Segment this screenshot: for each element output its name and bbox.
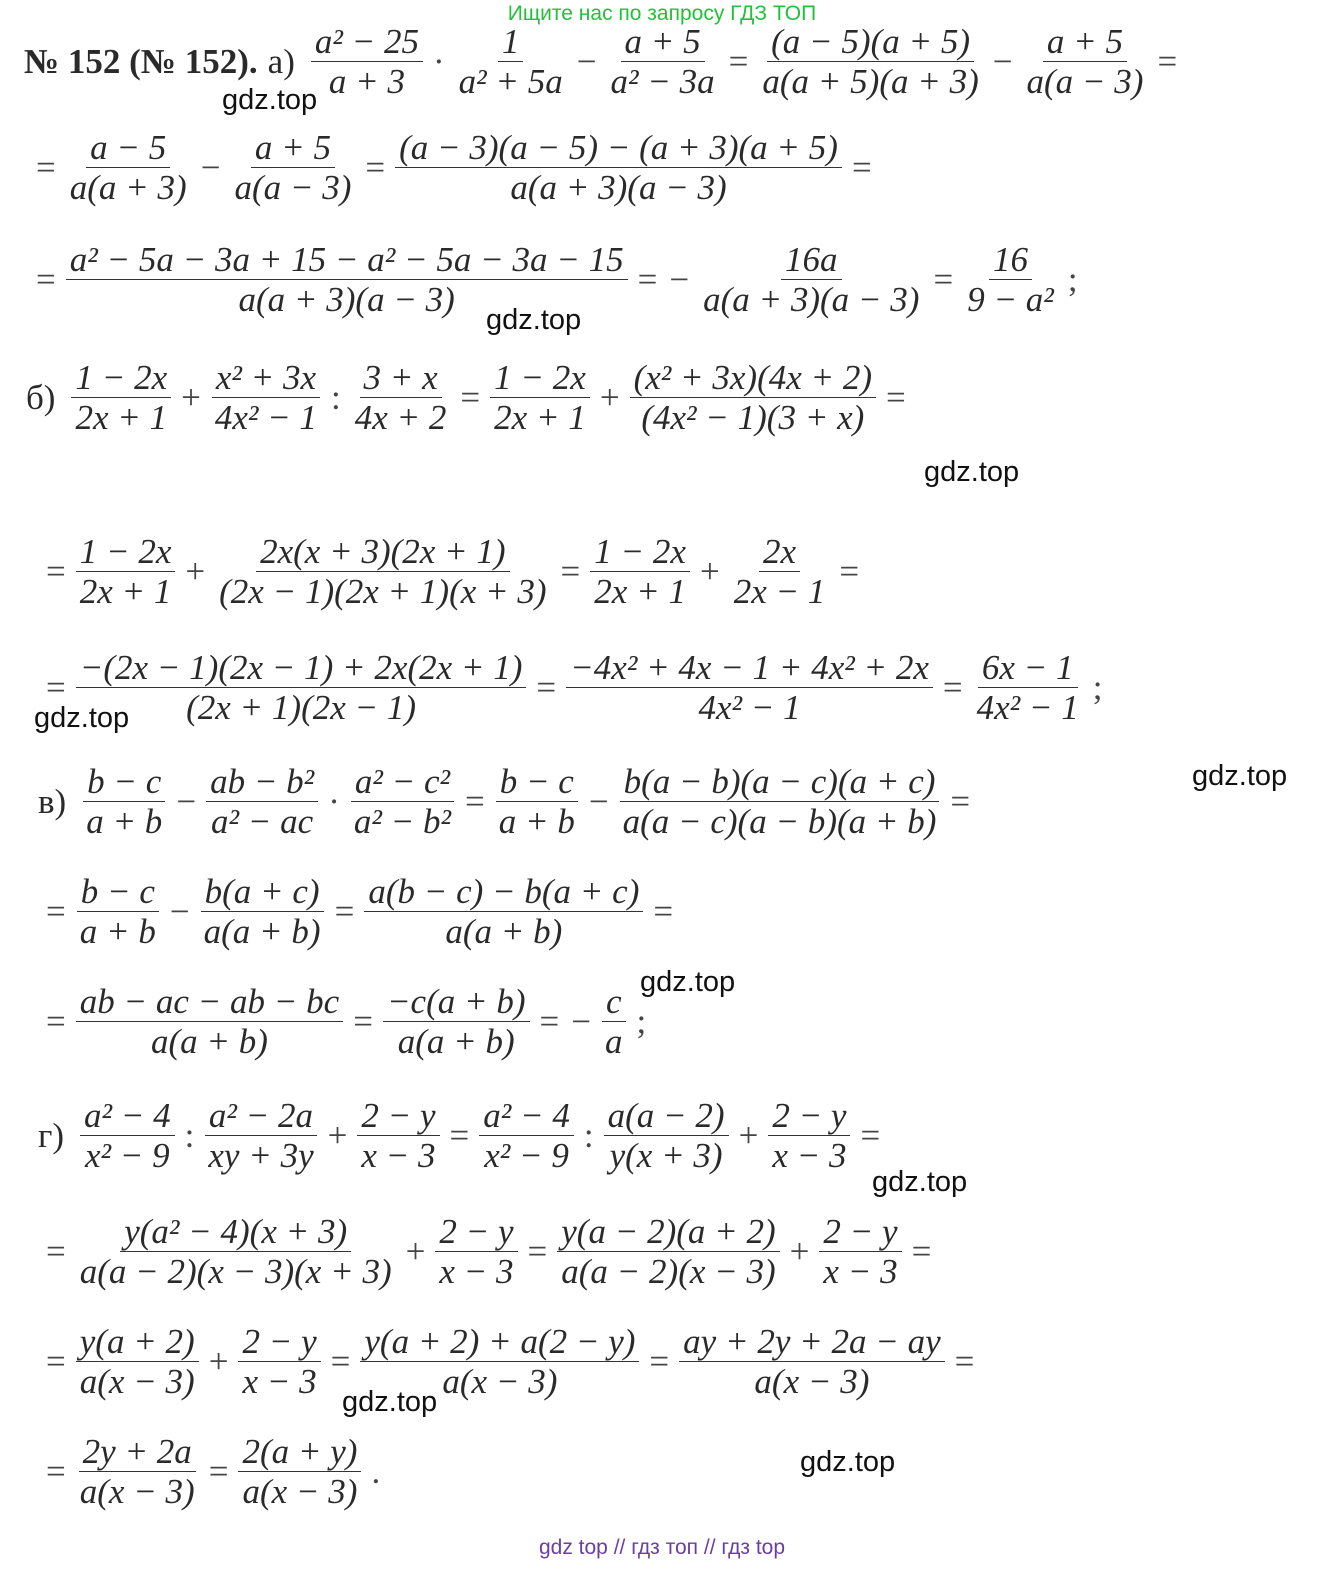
fraction xyxy=(973,648,1083,727)
denominator: a(a + b) xyxy=(203,912,321,952)
denominator: a² + 5a xyxy=(458,62,563,102)
denominator: a(a − 3) xyxy=(1026,62,1144,102)
operator: = xyxy=(954,1341,975,1381)
problem-title: № 152 (№ 152). xyxy=(24,41,258,81)
operator: = xyxy=(449,1115,470,1155)
numerator: a + 5 xyxy=(621,22,705,62)
numerator: ay + 2y + 2a − ay xyxy=(679,1322,944,1362)
fraction xyxy=(730,532,830,611)
fraction xyxy=(351,358,451,437)
numerator: a² − 4 xyxy=(80,1096,175,1136)
watermark: gdz.top xyxy=(342,1386,438,1418)
numerator: y(a + 2) + a(2 − y) xyxy=(360,1322,639,1362)
numerator: 1 − 2x xyxy=(590,532,690,572)
denominator: a(x − 3) xyxy=(442,1362,558,1402)
operator: + xyxy=(327,1115,348,1155)
numerator: a(b − c) − b(a + c) xyxy=(364,872,643,912)
fraction xyxy=(206,762,318,841)
operator: − xyxy=(576,41,597,81)
part-label-g: г) xyxy=(38,1115,65,1155)
watermark: gdz.top xyxy=(640,966,736,998)
denominator: x − 3 xyxy=(439,1252,514,1292)
fraction xyxy=(80,1096,175,1175)
denominator: a² − ac xyxy=(211,802,314,842)
operator: = xyxy=(637,259,658,299)
fraction xyxy=(66,128,191,207)
operator: . xyxy=(371,1451,381,1491)
denominator: a + b xyxy=(498,802,575,842)
numerator: a + 5 xyxy=(251,128,335,168)
operator: : xyxy=(184,1115,195,1155)
numerator: 6x − 1 xyxy=(978,648,1078,688)
numerator: y(a − 2)(a + 2) xyxy=(557,1212,779,1252)
numerator: a² − 25 xyxy=(311,22,423,62)
denominator: x² − 9 xyxy=(85,1136,170,1176)
fraction xyxy=(1023,22,1148,101)
numerator: 1 − 2x xyxy=(76,532,176,572)
part-b-line-2 xyxy=(40,532,865,611)
fraction xyxy=(204,1096,317,1175)
fraction xyxy=(82,762,166,841)
denominator: a(a + 3)(a − 3) xyxy=(510,168,727,208)
part-v-line-2 xyxy=(40,872,679,951)
denominator: a(a + 5)(a + 3) xyxy=(762,62,979,102)
operator: · xyxy=(432,41,445,81)
denominator: 2x + 1 xyxy=(75,398,168,438)
part-a-line-2 xyxy=(30,128,878,207)
operator: − xyxy=(169,891,190,931)
denominator: (4x² − 1)(3 + x) xyxy=(641,398,865,438)
denominator: x − 3 xyxy=(823,1252,898,1292)
operator: + xyxy=(208,1341,229,1381)
search-banner[interactable]: Ищите нас по запросу ГДЗ ТОП xyxy=(507,2,817,25)
numerator: 3 + x xyxy=(360,358,442,398)
numerator: 2x xyxy=(759,532,800,572)
fraction xyxy=(76,532,176,611)
fraction xyxy=(357,1096,439,1175)
operator: = xyxy=(653,891,674,931)
operator: = xyxy=(208,1451,229,1491)
denominator: a + 3 xyxy=(328,62,405,102)
denominator: a(x − 3) xyxy=(754,1362,870,1402)
denominator: a(a + b) xyxy=(151,1022,268,1062)
denominator: 4x² − 1 xyxy=(698,688,801,728)
operator: = xyxy=(334,891,355,931)
fraction xyxy=(604,1096,729,1175)
operator: = xyxy=(36,259,56,299)
operator: = xyxy=(46,551,66,591)
denominator: a(x − 3) xyxy=(79,1362,195,1402)
operator: = xyxy=(527,1231,548,1271)
operator: = xyxy=(365,147,386,187)
fraction xyxy=(395,128,842,207)
fraction xyxy=(76,648,527,727)
operator: = xyxy=(950,781,971,821)
numerator: a² − c² xyxy=(351,762,454,802)
fraction xyxy=(479,1096,574,1175)
fraction xyxy=(601,982,627,1061)
operator: = xyxy=(330,1341,351,1381)
part-label-b: б) xyxy=(26,377,56,417)
numerator: 2 − y xyxy=(435,1212,517,1252)
operator: = xyxy=(911,1231,932,1271)
fraction xyxy=(490,358,590,437)
numerator: y(a² − 4)(x + 3) xyxy=(120,1212,351,1252)
numerator: a − 5 xyxy=(86,128,170,168)
numerator: (a − 5)(a + 5) xyxy=(767,22,974,62)
denominator: a(a − 3) xyxy=(234,168,352,208)
numerator: a + 5 xyxy=(1043,22,1127,62)
numerator: 2y + 2a xyxy=(79,1432,196,1472)
numerator: b(a − b)(a − c)(a + c) xyxy=(620,762,940,802)
denominator: 2x − 1 xyxy=(733,572,826,612)
numerator: a² − 5a − 3a + 15 − a² − 5a − 3a − 15 xyxy=(66,240,628,280)
operator: = xyxy=(560,551,581,591)
fraction xyxy=(566,648,933,727)
operator: − xyxy=(588,781,609,821)
fraction xyxy=(455,22,567,101)
operator: : xyxy=(331,377,341,417)
denominator: 4x² − 1 xyxy=(214,398,318,438)
numerator: 1 xyxy=(498,22,524,62)
operator: + xyxy=(789,1231,810,1271)
denominator: a(a − 2)(x − 3) xyxy=(561,1252,776,1292)
numerator: ab − b² xyxy=(206,762,318,802)
numerator: 1 − 2x xyxy=(71,358,171,398)
fraction xyxy=(211,358,321,437)
fraction xyxy=(200,872,325,951)
fraction xyxy=(76,1322,199,1401)
operator: = xyxy=(860,1115,881,1155)
denominator: 2x + 1 xyxy=(594,572,686,612)
operator: = xyxy=(728,41,749,81)
operator: − xyxy=(992,41,1013,81)
operator: − xyxy=(571,1001,592,1041)
fraction xyxy=(819,1212,901,1291)
fraction xyxy=(311,22,423,101)
denominator: a(a + b) xyxy=(445,912,563,952)
numerator: y(a + 2) xyxy=(76,1322,199,1362)
numerator: x² + 3x xyxy=(212,358,320,398)
numerator: 2x(x + 3)(2x + 1) xyxy=(256,532,509,572)
operator: : xyxy=(583,1115,594,1155)
denominator: a + b xyxy=(79,912,156,952)
numerator: −(2x − 1)(2x − 1) + 2x(2x + 1) xyxy=(76,648,527,688)
operator: · xyxy=(328,781,340,821)
fraction xyxy=(76,1212,396,1291)
denominator: (2x − 1)(2x + 1)(x + 3) xyxy=(219,572,547,612)
fraction xyxy=(71,358,171,437)
operator: = xyxy=(46,667,66,707)
fraction xyxy=(76,982,343,1061)
denominator: a(x − 3) xyxy=(242,1472,358,1512)
numerator: a(a − 2) xyxy=(604,1096,729,1136)
denominator: a(a − c)(a − b)(a + b) xyxy=(622,802,937,842)
fraction xyxy=(607,22,719,101)
numerator: 16a xyxy=(781,240,842,280)
watermark: gdz.top xyxy=(800,1446,896,1478)
part-b-line-1 xyxy=(26,358,912,437)
operator: = xyxy=(46,891,66,931)
operator: − xyxy=(176,781,197,821)
numerator: (x² + 3x)(4x + 2) xyxy=(630,358,876,398)
operator: = xyxy=(536,667,557,707)
operator: = xyxy=(1157,41,1178,81)
operator: = xyxy=(933,259,954,299)
numerator: a² − 4 xyxy=(479,1096,574,1136)
denominator: a² − 3a xyxy=(610,62,715,102)
numerator: b − c xyxy=(83,762,165,802)
denominator: a(a + 3)(a − 3) xyxy=(238,280,455,320)
fraction xyxy=(230,128,355,207)
numerator: 16 xyxy=(989,240,1032,280)
fraction xyxy=(679,1322,944,1401)
numerator: b − c xyxy=(77,872,159,912)
numerator: 1 − 2x xyxy=(490,358,590,398)
operator: = xyxy=(851,147,872,187)
part-g-line-4 xyxy=(40,1432,386,1511)
fraction xyxy=(215,532,550,611)
operator: = xyxy=(942,667,963,707)
numerator: 2 − y xyxy=(238,1322,320,1362)
operator: = xyxy=(353,1001,373,1041)
operator: + xyxy=(699,551,720,591)
fraction xyxy=(619,762,941,841)
denominator: 9 − a² xyxy=(967,280,1054,320)
operator: − xyxy=(669,259,690,299)
watermark: gdz.top xyxy=(1192,760,1288,792)
numerator: c xyxy=(602,982,626,1022)
numerator: 2(a + y) xyxy=(238,1432,361,1472)
watermark: gdz.top xyxy=(222,84,318,116)
denominator: a(a + b) xyxy=(397,1022,515,1062)
operator: + xyxy=(405,1231,426,1271)
part-label-a: а) xyxy=(267,41,295,81)
numerator: a² − 2a xyxy=(205,1096,317,1136)
operator: ; xyxy=(636,1001,647,1041)
part-v-line-1 xyxy=(38,762,976,841)
operator: = xyxy=(46,1231,66,1271)
numerator: ab − ac − ab − bc xyxy=(76,982,343,1022)
operator: = xyxy=(539,1001,560,1041)
denominator: xy + 3y xyxy=(208,1136,314,1176)
denominator: a(x − 3) xyxy=(79,1472,195,1512)
operator: = xyxy=(886,377,906,417)
operator: + xyxy=(738,1115,759,1155)
operator: − xyxy=(200,147,221,187)
operator: = xyxy=(464,781,485,821)
denominator: a xyxy=(605,1022,623,1062)
fraction xyxy=(383,982,530,1061)
fraction xyxy=(758,22,982,101)
operator: ; xyxy=(1067,259,1078,299)
fraction xyxy=(238,1322,320,1401)
operator: = xyxy=(46,1341,66,1381)
part-g-line-3 xyxy=(40,1322,980,1401)
fraction xyxy=(768,1096,850,1175)
denominator: y(x + 3) xyxy=(609,1136,723,1176)
numerator: −c(a + b) xyxy=(383,982,530,1022)
denominator: a(a − 2)(x − 3)(x + 3) xyxy=(79,1252,392,1292)
part-v-line-3 xyxy=(40,982,652,1061)
part-g-line-1 xyxy=(38,1096,886,1175)
operator: = xyxy=(649,1341,670,1381)
footer-links[interactable]: gdz top // гдз топ // гдз top xyxy=(538,1536,786,1559)
fraction xyxy=(435,1212,517,1291)
numerator: 2 − y xyxy=(768,1096,850,1136)
denominator: (2x + 1)(2x − 1) xyxy=(186,688,417,728)
part-b-line-3 xyxy=(40,648,1109,727)
fraction xyxy=(963,240,1058,319)
operator: = xyxy=(460,377,481,417)
operator: = xyxy=(36,147,56,187)
denominator: x − 3 xyxy=(361,1136,436,1176)
numerator: b − c xyxy=(496,762,578,802)
fraction xyxy=(76,872,160,951)
numerator: 2 − y xyxy=(819,1212,901,1252)
denominator: 2x + 1 xyxy=(494,398,586,438)
fraction xyxy=(699,240,923,319)
operator: = xyxy=(46,1451,66,1491)
denominator: 4x² − 1 xyxy=(976,688,1079,728)
numerator: −4x² + 4x − 1 + 4x² + 2x xyxy=(566,648,933,688)
numerator: (a − 3)(a − 5) − (a + 3)(a + 5) xyxy=(395,128,842,168)
denominator: x − 3 xyxy=(242,1362,317,1402)
denominator: a(a + 3) xyxy=(69,168,187,208)
fraction xyxy=(76,1432,199,1511)
numerator: b(a + c) xyxy=(201,872,324,912)
part-g-line-2 xyxy=(40,1212,937,1291)
fraction xyxy=(495,762,579,841)
part-label-v: в) xyxy=(38,781,67,821)
denominator: x − 3 xyxy=(772,1136,847,1176)
operator: ; xyxy=(1092,667,1103,707)
fraction xyxy=(350,762,455,841)
denominator: a² − b² xyxy=(353,802,451,842)
denominator: a(a + 3)(a − 3) xyxy=(703,280,920,320)
watermark: gdz.top xyxy=(34,702,130,734)
denominator: a + b xyxy=(86,802,163,842)
watermark: gdz.top xyxy=(872,1166,968,1198)
denominator: 4x + 2 xyxy=(354,398,447,438)
denominator: x² − 9 xyxy=(484,1136,569,1176)
denominator: 2x + 1 xyxy=(79,572,172,612)
fraction xyxy=(590,532,690,611)
fraction xyxy=(630,358,876,437)
part-a-line-1 xyxy=(24,22,1183,101)
operator: = xyxy=(46,1001,66,1041)
operator: + xyxy=(181,377,201,417)
operator: + xyxy=(599,377,620,417)
watermark: gdz.top xyxy=(924,456,1020,488)
fraction xyxy=(238,1432,361,1511)
watermark: gdz.top xyxy=(486,304,582,336)
operator: = xyxy=(839,551,860,591)
operator: + xyxy=(185,551,206,591)
fraction xyxy=(364,872,643,951)
numerator: 2 − y xyxy=(357,1096,439,1136)
fraction xyxy=(557,1212,779,1291)
